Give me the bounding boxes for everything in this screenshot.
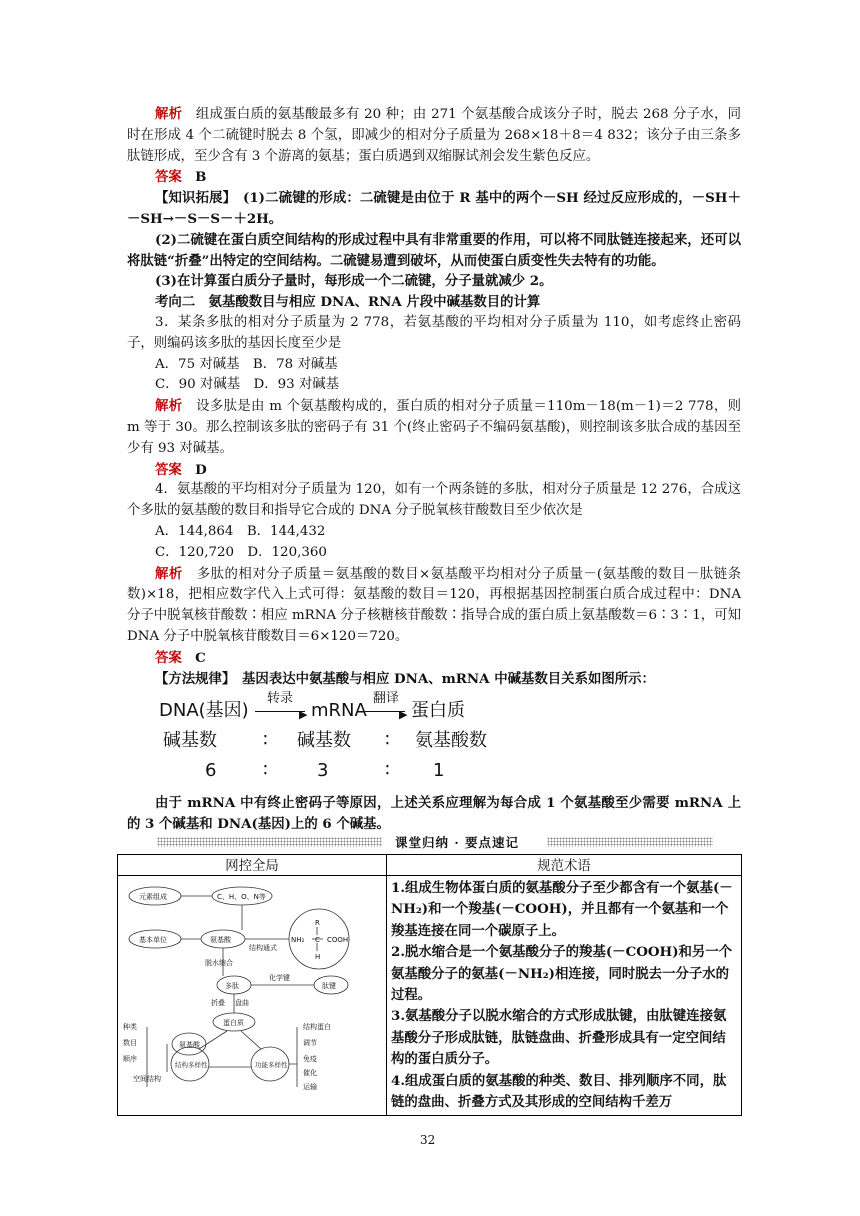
label-h: H — [315, 953, 321, 961]
label-polypeptide: 多肽 — [225, 982, 239, 990]
flow-sep-3: ∶ — [263, 760, 268, 782]
label-number: 数目 — [123, 1039, 137, 1047]
label-peptide-bond: 肽键 — [322, 982, 336, 990]
label-bond: 化学键 — [269, 974, 290, 982]
direction-heading: 考向二 氨基酸数目与相应 DNA、RNA 片段中碱基数目的计算 — [155, 294, 541, 311]
label-unit: 基本单位 — [139, 936, 167, 944]
term-3: 3.氨基酸分子以脱水缩合的方式形成肽键，由肽键连接氨基酸分子形成肽链，肽链盘曲、折叠形成具有一定空间结构的蛋白质分子。 — [391, 1008, 727, 1068]
label-f3: 免疫 — [303, 1055, 317, 1063]
answer-value: C — [195, 649, 206, 666]
banner-dots-right — [547, 837, 713, 847]
method-text: 基因表达中氨基酸与相应 DNA、mRNA 中碱基数目关系如图所示： — [242, 670, 655, 687]
label-r: R — [315, 919, 320, 927]
flow-num-3: 3 — [317, 760, 329, 782]
label-cooh: COOH — [327, 936, 349, 944]
concept-map-cell — [118, 876, 387, 1116]
question-4-options-ab: A．144,864 B．144,432 — [155, 523, 326, 539]
label-coil: 盘曲 — [235, 999, 249, 1007]
label-kind: 种类 — [123, 1023, 137, 1031]
flow-sep-1: ∶ — [263, 730, 268, 752]
question-4: 4．氨基酸的平均相对分子质量为 120，如有一个两条链的多肽，相对分子质量是 12 276，合成这个多肽的氨基酸的数目和指导它合成的 DNA 分子脱氧核苷酸数目至少依次是 — [127, 482, 741, 519]
banner-dots-left — [157, 837, 382, 847]
summary-header-2: 规范术语 — [387, 855, 742, 876]
label-f5: 运输 — [303, 1083, 317, 1091]
analysis-1 — [127, 104, 741, 167]
answer-label: 答案 — [155, 169, 182, 186]
summary-table — [117, 854, 742, 1116]
label-nh2: NH₂ — [291, 936, 305, 944]
flow-sep-2: ∶ — [385, 730, 390, 752]
flow-base-count-2: 碱基数 — [297, 730, 351, 752]
flow-protein: 蛋白质 — [411, 700, 465, 722]
concept-map-svg — [119, 877, 385, 1093]
summary-banner — [157, 833, 713, 851]
label-aa2: 氨基酸 — [179, 1041, 200, 1049]
label-f1: 结构蛋白 — [303, 1023, 331, 1031]
analysis-text: 组成蛋白质的氨基酸最多有 20 种；由 271 个氨基酸合成该分子时，脱去 268 分子水，同时在形成 4 个二硫键时脱去 8 个氢，即减少的相对分子质量为 268×18＋8＝4 832；该分子由三条多肽链形成，至少含有 3 个游离的氨基；蛋白质遇到双缩脲试剂会发生紫色反应。 — [127, 107, 741, 164]
label-structure: 结构多样性 — [175, 1061, 208, 1069]
method-label: 【方法规律】 — [155, 670, 229, 687]
label-space: 空间结构 — [133, 1075, 161, 1083]
flow-arrow-head-2: ▶ — [399, 708, 408, 722]
term-1: 1.组成生物体蛋白质的氨基酸分子至少都含有一个氨基(－NH₂)和一个羧基(－COOH)，并且都有一个氨基和一个羧基连接在同一个碳原子上。 — [391, 880, 733, 939]
label-function: 功能多样性 — [255, 1061, 288, 1069]
label-protein: 蛋白质 — [223, 1019, 244, 1027]
answer-3 — [127, 460, 741, 481]
flow-base-count-1: 碱基数 — [163, 730, 217, 752]
analysis-label: 解析 — [155, 398, 183, 415]
label-f2: 调节 — [303, 1039, 317, 1047]
flow-mrna: mRNA — [311, 700, 367, 722]
analysis-label: 解析 — [155, 565, 183, 582]
question-4-options-cd: C．120,720 D．120,360 — [155, 544, 327, 560]
term-4: 4.组成蛋白质的氨基酸的种类、数目、排列顺序不同，肽链的盘曲、折叠方式及其形成的空间结构千差万 — [391, 1072, 727, 1111]
answer-label: 答案 — [155, 649, 182, 666]
label-c: C — [315, 936, 320, 944]
label-aa: 氨基酸 — [210, 936, 231, 944]
knowledge-p2: (2)二硫键在蛋白质空间结构的形成过程中具有非常重要的作用，可以将不同肽链连接起来，还可以将肽链“折叠”出特定的空间结构。二硫键易遭到破坏，从而使蛋白质变性失去特有的功能。 — [127, 231, 741, 269]
flow-translate: 翻译 — [373, 691, 400, 707]
terms-cell — [387, 876, 742, 1116]
page-number: 32 — [420, 1133, 436, 1147]
expression-flow-diagram — [127, 689, 741, 793]
question-3-options-cd: C．90 对碱基 D．93 对碱基 — [155, 377, 340, 393]
knowledge-label: 【知识拓展】 — [155, 190, 230, 207]
label-elements: 元素组成 — [139, 893, 167, 901]
label-f4: 催化 — [303, 1069, 317, 1077]
label-formula: 结构通式 — [249, 944, 277, 952]
main-text — [127, 104, 741, 835]
label-chno: C、H、O、N等 — [217, 893, 266, 901]
label-fold: 折叠 — [211, 999, 225, 1007]
flow-arrow-1 — [255, 711, 305, 712]
flow-num-1: 1 — [433, 760, 445, 782]
flow-arrow-head-1: ▶ — [299, 708, 308, 722]
answer-1 — [127, 167, 741, 188]
analysis-text: 多肽的相对分子质量＝氨基酸的数目×氨基酸平均相对分子质量－(氨基酸的数目－肽链条数)×18，把相应数字代入上式可得：氨基酸的数目＝120，再根据基因控制蛋白质合成过程中：DNA 分子中脱氧核苷酸数∶相应 mRNA 分子核糖核苷酸数∶指导合成的蛋白质上氨基酸数＝6∶3∶1，可知 DNA 分子中脱氧核苷酸数目＝6×120＝720。 — [127, 566, 742, 644]
analysis-3 — [127, 396, 741, 459]
analysis-label: 解析 — [155, 106, 183, 122]
analysis-text: 设多肽是由 m 个氨基酸构成的，蛋白质的相对分子质量＝110m－18(m－1)＝2 778，则 m 等于 30。那么控制该多肽的密码子有 31 个(终止密码子不编码氨基酸)，则控制该多肽合成的基因至少有 93 对碱基。 — [127, 399, 742, 456]
flow-aa-count: 氨基酸数 — [415, 730, 487, 752]
banner-title: 课堂归纳 · 要点速记 — [395, 835, 520, 850]
answer-value: B — [195, 169, 207, 186]
label-order: 顺序 — [123, 1055, 137, 1063]
flow-dna: DNA(基因) — [159, 700, 249, 722]
analysis-4 — [127, 564, 741, 648]
question-3-options-ab: A．75 对碱基 B．78 对碱基 — [155, 356, 338, 372]
flow-transcribe: 转录 — [267, 691, 294, 707]
answer-value: D — [195, 461, 207, 478]
concept-map — [119, 877, 385, 1093]
knowledge-p3: (3)在计算蛋白质分子量时，每形成一个二硫键，分子量就减少 2。 — [155, 273, 553, 290]
knowledge-text-1: (1)二硫键的形成：二硫键是由位于 R 基中的两个－SH 经过反应形成的，－SH＋－SH→－S－S－＋2H。 — [127, 190, 741, 227]
method-paragraph — [127, 669, 741, 690]
summary-header-1: 网控全局 — [118, 855, 387, 876]
term-2: 2.脱水缩合是一个氨基酸分子的羧基(－COOH)和另一个氨基酸分子的氨基(－NH₂)相连接，同时脱去一分子水的过程。 — [391, 944, 733, 1004]
answer-4 — [127, 648, 741, 669]
label-dehydration: 脱水缩合 — [205, 959, 233, 967]
question-3: 3．某条多肽的相对分子质量为 2 778，若氨基酸的平均相对分子质量为 110，如考虑终止密码子，则编码该多肽的基因长度至少是 — [127, 314, 741, 351]
flow-sep-4: ∶ — [385, 760, 390, 782]
answer-label: 答案 — [155, 461, 182, 478]
flow-num-6: 6 — [205, 760, 217, 782]
note-paragraph: 由于 mRNA 中有终止密码子等原因，上述关系应理解为每合成 1 个氨基酸至少需要 mRNA 上的 3 个碱基和 DNA(基因)上的 6 个碱基。 — [127, 795, 741, 833]
knowledge-p1 — [127, 188, 741, 230]
